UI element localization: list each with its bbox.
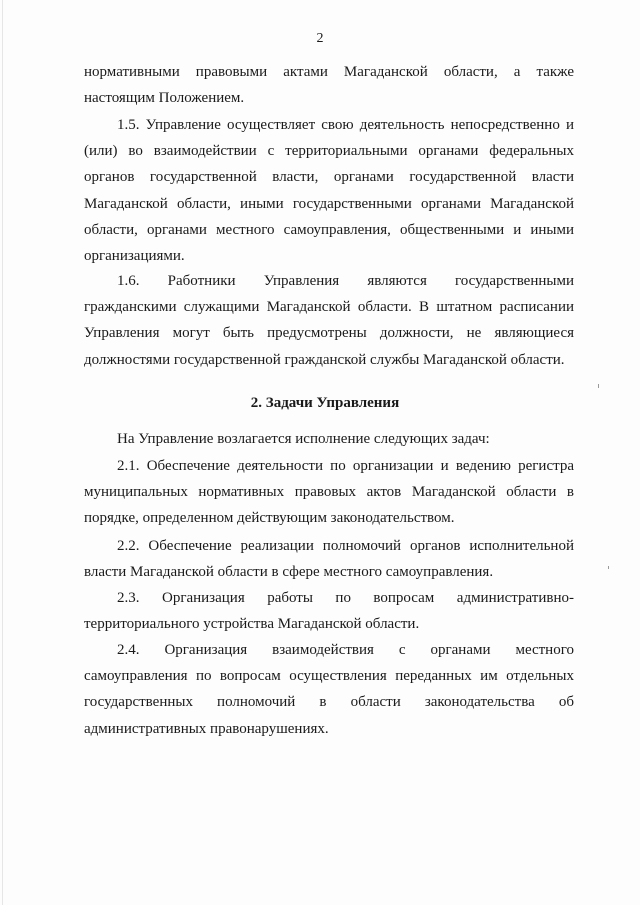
text-line: муниципальных нормативных правовых актов Магаданской области в	[84, 484, 574, 501]
text-line: организациями.	[84, 248, 185, 265]
text-line: Магаданской области, иными государственными органами Магаданской	[84, 195, 574, 212]
scan-speck	[598, 384, 599, 388]
text-line: нормативными правовыми актами Магаданской области, а также	[84, 64, 574, 80]
clause-2-2	[84, 533, 574, 585]
text-line: (или) во взаимодействии с территориальными органами федеральных	[84, 143, 574, 160]
text-line: 2.2. Обеспечение реализации полномочий органов исполнительной	[117, 538, 574, 554]
text-line: 1.5. Управление осуществляет свою деятельность непосредственно и	[117, 117, 574, 133]
clause-2-4	[84, 637, 574, 742]
text-line: административных правонарушениях.	[84, 720, 329, 737]
page-number: 2	[316, 31, 324, 46]
clause-2-3	[84, 585, 574, 637]
text-line: органов государственной власти, органами государственной власти	[84, 169, 574, 186]
text-line: области, органами местного самоуправления, общественными и иными	[84, 221, 574, 238]
text-line: гражданскими служащими Магаданской области. В штатном расписании	[84, 299, 574, 316]
text-line: государственных полномочий в области законодательства об	[84, 694, 574, 711]
text-line: должностями государственной гражданской службы Магаданской области.	[84, 351, 565, 368]
text-line: Управления могут быть предусмотрены должности, не являющиеся	[84, 325, 574, 342]
paragraph-continuation	[84, 59, 574, 111]
section-intro	[84, 426, 574, 452]
clause-1-5	[84, 112, 574, 269]
text-line: порядке, определенном действующим законодательством.	[84, 510, 455, 527]
text-line: настоящим Положением.	[84, 90, 245, 107]
scan-speck	[608, 566, 609, 569]
scan-edge	[2, 0, 3, 905]
text-line: На Управление возлагается исполнение следующих задач:	[117, 431, 490, 447]
text-line: 2.4. Организация взаимодействия с органами местного	[117, 642, 574, 658]
text-line: 2.3. Организация работы по вопросам административно-	[117, 590, 574, 606]
text-line: власти Магаданской области в сфере местного самоуправления.	[84, 564, 494, 581]
text-line: территориального устройства Магаданской области.	[84, 616, 420, 633]
text-line: самоуправления по вопросам осуществления переданных им отдельных	[84, 668, 574, 685]
clause-1-6	[84, 268, 574, 373]
text-line: 2.1. Обеспечение деятельности по организации и ведению регистра	[117, 458, 574, 474]
clause-2-1	[84, 453, 574, 532]
section-heading: 2. Задачи Управления	[250, 395, 400, 411]
text-line: 1.6. Работники Управления являются государственными	[117, 273, 574, 289]
